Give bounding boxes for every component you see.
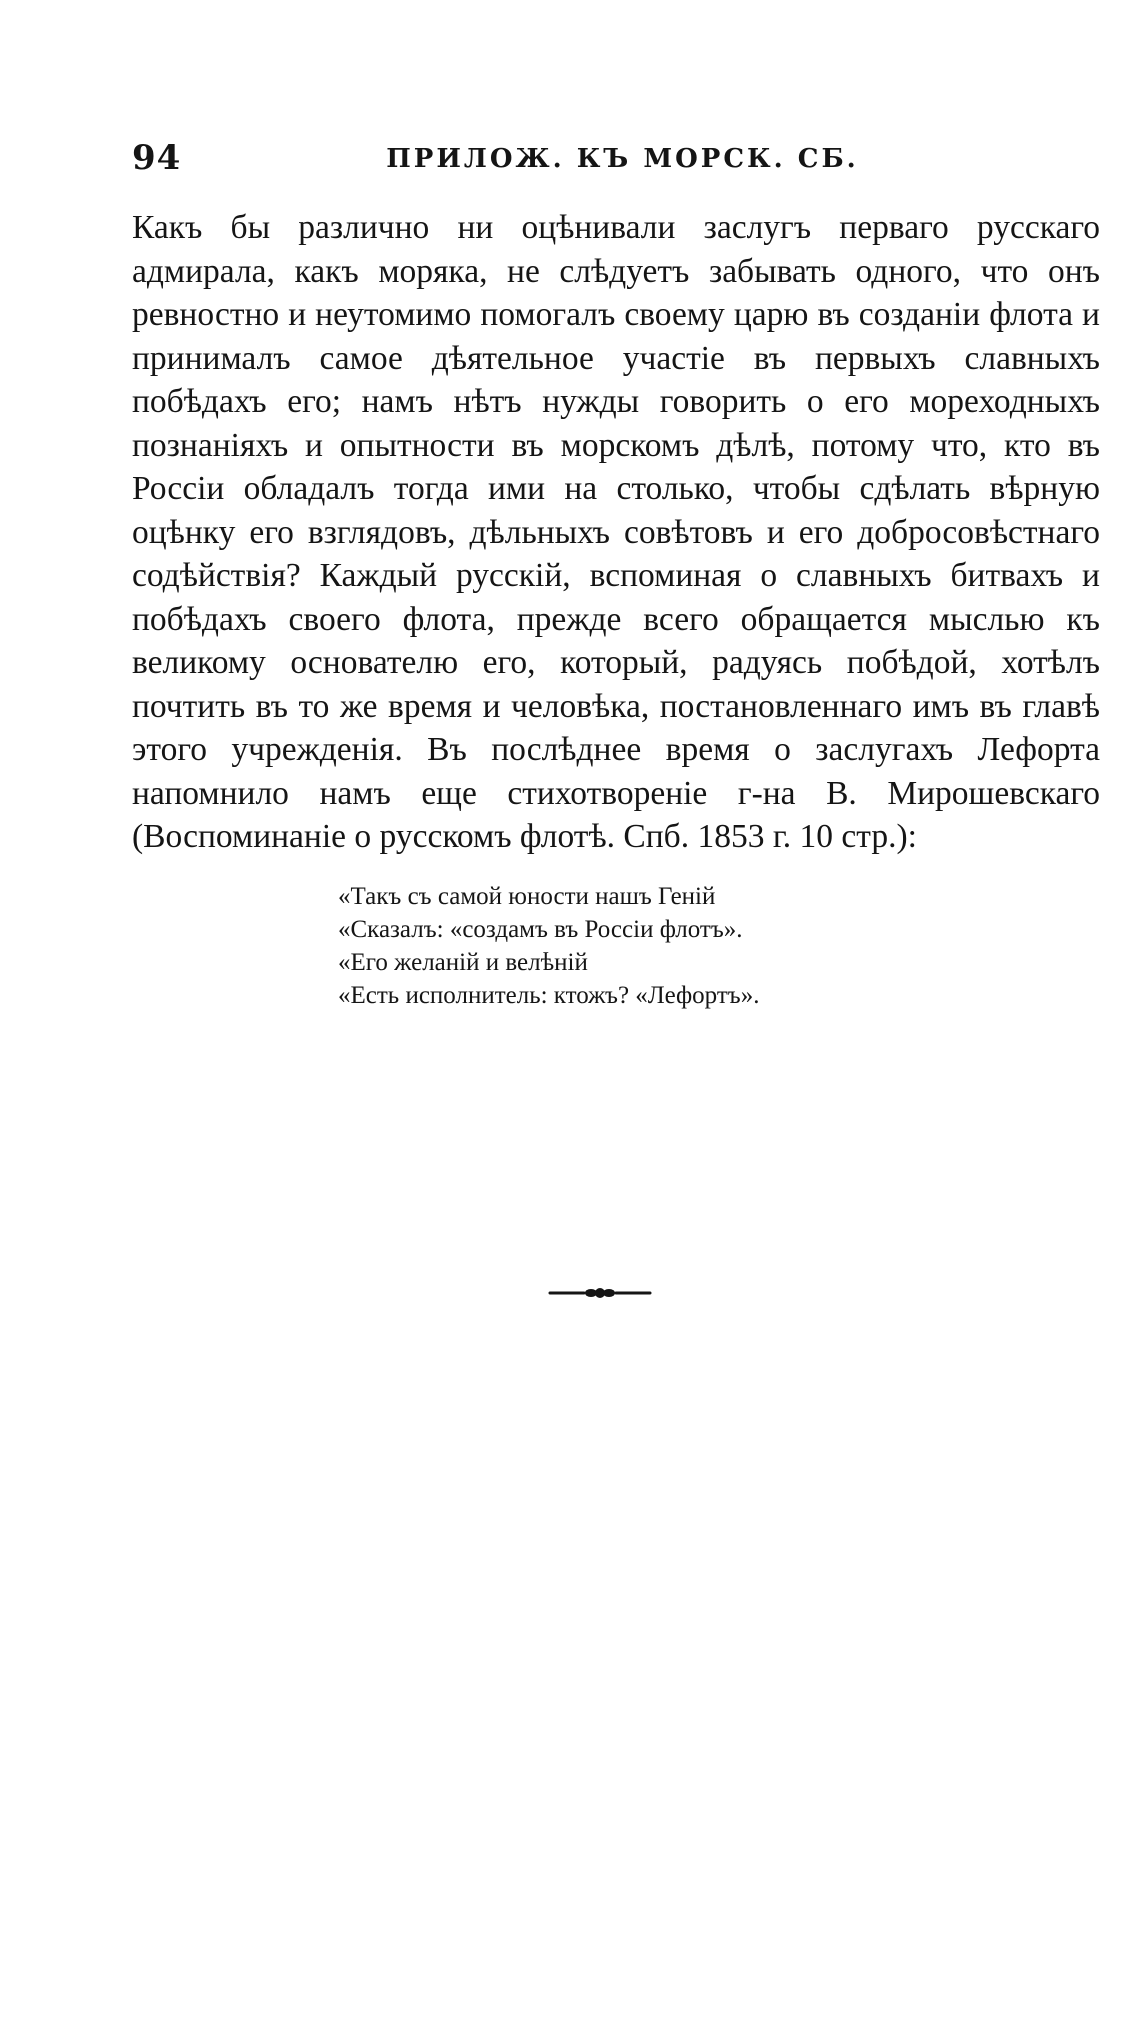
poem-quote xyxy=(338,880,898,1012)
poem-line: «Такъ съ самой юности нашъ Геній xyxy=(338,883,716,910)
page-number: 94 xyxy=(132,138,182,178)
body-paragraph: Какъ бы различно ни оцѣнивали заслугъ перваго русскаго адмирала, какъ моряка, не слѣдуетъ забывать одного, что онъ ревностно и неутомимо помогалъ своему царю въ созданіи флота и принималъ самое дѣятельное участіе въ первыхъ славныхъ побѣдахъ его; намъ нѣтъ нужды говорить о его мореходныхъ познаніяхъ и опытности въ морскомъ дѣлѣ, потому что, кто въ Россіи обладалъ тогда ими на столько, чтобы сдѣлать вѣрную оцѣнку его взглядовъ, дѣльныхъ совѣтовъ и его добросовѣстнаго содѣйствія? Каждый русскій, вспоминая о славныхъ битвахъ и побѣдахъ своего флота, прежде всего обращается мыслью къ великому основателю его, который, радуясь побѣдой, хотѣлъ почтить въ то же время и человѣка, постановленнаго имъ въ главѣ этого учрежденія. Въ послѣднее время о заслугахъ Лефорта напомнило намъ еще стихотвореніе г-на В. Мирошевскаго (Воспоминаніе о русскомъ флотѣ. Спб. 1853 г. 10 стр.): xyxy=(132,209,1100,855)
poem-line: «Сказалъ: «создамъ въ Россіи флотъ». xyxy=(338,916,743,943)
poem-line: «Есть исполнитель: ктожъ? «Лефортъ». xyxy=(338,982,760,1009)
poem-line: «Его желаній и велѣній xyxy=(338,949,588,976)
running-head: ПРИЛОЖ. КЪ МОРСК. СБ. xyxy=(386,144,859,174)
tailpiece-ornament-icon xyxy=(548,1283,652,1303)
